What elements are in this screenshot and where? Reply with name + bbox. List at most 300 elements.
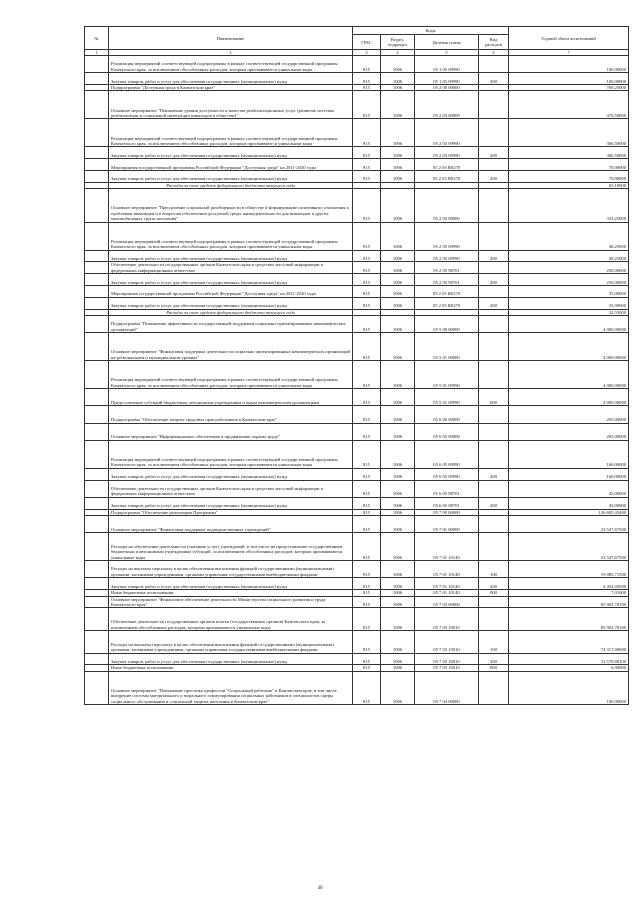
row-vr-cell: 100 [479,561,509,578]
row-razdel-cell: 1006 [381,91,415,119]
row-sum-cell: 160,00000 [509,468,629,480]
row-name-cell: Основное мероприятие "Повышение уровня доступности и качества реабилитационных услуг (развитие системы реабилитации и социальной интеграции инвалидов в обществе)" [109,91,353,119]
row-grbs-cell: 815 [353,608,381,631]
header-razdel: Раздел, подраздел [381,35,415,50]
row-razdel-cell: 1006 [381,250,415,262]
row-vr-cell: 100 [479,630,509,653]
row-name-cell: Закупка товаров, работ и услуг для обеспечения государственных (муниципальных) нужд [109,468,353,480]
row-sum-cell: 6,90000 [509,665,629,671]
row-razdel-cell: 1006 [381,509,415,515]
row-grbs-cell: 815 [353,262,381,274]
table-row [85,596,629,608]
row-vr-cell: 200 [479,73,509,85]
table-row [85,189,629,222]
row-name-cell: Реализация мероприятий соответствующей подпрограммы в рамках соответствующей государственной программы Камчатского края, за исключением обособленных расходов, которым присваиваются уникальные коды [109,222,353,250]
row-sum-cell: 70,00000 [509,170,629,182]
row-sum-cell: 4 000,00000 [509,389,629,406]
row-name-cell: Расходы на обеспечение деятельности (оказание услуг) учреждений, в том числе на предоставление государственным бюджетным и автономным учреждениям субсидий, за исключением обособленных расходов, которым присваиваются уникальные коды [109,533,353,561]
row-sum-cell: 205,00000 [509,423,629,440]
row-sum-cell: 4 000,00000 [509,333,629,361]
row-number-cell [85,480,109,497]
table-row [85,561,629,578]
table-row [85,262,629,274]
row-vr-cell: 200 [479,468,509,480]
table-row [85,170,629,182]
row-csr-cell: 05 6 05 09990 [415,440,479,468]
row-razdel-cell: 1006 [381,671,415,704]
row-vr-cell: 200 [479,578,509,590]
row-sum-cell: 23 547,67500 [509,533,629,561]
row-grbs-cell: 815 [353,630,381,653]
row-number-cell [85,533,109,561]
row-csr-cell: 05 7 04 00000 [415,671,479,704]
row-razdel-cell: 1006 [381,497,415,509]
table-row [85,497,629,509]
row-razdel-cell: 1006 [381,73,415,85]
page-number: 40 [317,886,323,891]
row-csr-cell: 05 2 05 09990 [415,250,479,262]
row-number-cell [85,315,109,332]
row-number-cell [85,170,109,182]
row-grbs-cell: 815 [353,423,381,440]
table-row [85,630,629,653]
table-row [85,91,629,119]
row-number-cell [85,671,109,704]
table-header-row [85,27,629,35]
row-number-cell [85,297,109,309]
row-csr-cell: 05 7 03 10010 [415,665,479,671]
row-number-cell [85,497,109,509]
row-csr-cell: 05 2 03 09990 [415,147,479,159]
row-razdel-cell: 1006 [381,653,415,665]
table-row [85,285,629,297]
row-name-cell: Расходы за счет средств федерального бюджета текущего года [109,182,353,188]
header-vr: Вид расходов [479,35,509,50]
col-number: 2 [109,50,353,56]
table-row [85,361,629,389]
row-grbs-cell: 815 [353,561,381,578]
row-razdel-cell: 1006 [381,222,415,250]
row-razdel-cell: 1006 [381,665,415,671]
row-name-cell: Обеспечение деятельности государственных органов власти (государственных органов) Камчатского края, за исключением обособленных расходов, которым присваиваются уникальные коды [109,608,353,631]
row-name-cell: Основное мероприятие "Финансовая поддержка подведомственных учреждений" [109,515,353,532]
row-name-cell: Подпрограмма "Обеспечение реализации Программы" [109,509,353,515]
row-csr-cell: 05 7 01 00000 [415,515,479,532]
row-csr-cell: 05 6 05 98701 [415,497,479,509]
table-row [85,653,629,665]
row-grbs-cell: 815 [353,91,381,119]
row-vr-cell: 800 [479,590,509,596]
row-grbs-cell: 815 [353,665,381,671]
row-sum-cell: 333,25000 [509,189,629,222]
row-grbs-cell: 815 [353,671,381,704]
col-number: 5 [415,50,479,56]
row-razdel-cell: 1006 [381,406,415,423]
row-csr-cell: 05 6 05 98701 [415,480,479,497]
row-name-cell: Реализация мероприятий соответствующей подпрограммы в рамках соответствующей государственной программы Камчатского края, за исключением обособленных расходов, которым присваиваются уникальные коды [109,440,353,468]
row-grbs-cell: 815 [353,250,381,262]
row-name-cell: Основное мероприятие "Финансовая поддержка деятельности социально ориентированных некоммерческих организаций на региональном и муниципальном уровнях" [109,333,353,361]
table-row [85,480,629,497]
row-sum-cell: 32,55000 [509,309,629,315]
row-csr-cell: 05 5 01 00000 [415,333,479,361]
row-grbs-cell: 815 [353,189,381,222]
row-grbs-cell: 815 [353,596,381,608]
row-csr-cell: 05 7 03 00000 [415,596,479,608]
row-vr-cell [479,671,509,704]
header-name: Наименование [109,27,353,50]
table-row [85,389,629,406]
row-csr-cell: 05 7 03 10010 [415,630,479,653]
row-grbs-cell: 815 [353,170,381,182]
row-name-cell: Закупка товаров, работ и услуг для обеспечения государственных (муниципальных) нужд [109,170,353,182]
row-vr-cell: 200 [479,170,509,182]
table-row [85,608,629,631]
table-row [85,468,629,480]
row-vr-cell [479,262,509,274]
row-csr-cell: 05 1 05 09990 [415,73,479,85]
row-csr-cell: 05 2 03 R0270 [415,159,479,171]
row-name-cell: Обеспечение деятельности государственных органов Камчатского края в средствах массовой информации и федеральных информационных агентствах [109,262,353,274]
row-grbs-cell: 815 [353,480,381,497]
row-number-cell [85,608,109,631]
row-grbs-cell: 815 [353,533,381,561]
row-name-cell: Иные бюджетные ассигнования [109,665,353,671]
row-vr-cell [479,406,509,423]
row-csr-cell: 05 7 03 10010 [415,653,479,665]
row-name-cell: Закупка товаров, работ и услуг для обеспечения государственных (муниципальных) нужд [109,250,353,262]
row-vr-cell [479,222,509,250]
row-csr-cell: 05 6 05 09990 [415,468,479,480]
row-grbs-cell: 815 [353,73,381,85]
row-sum-cell: 65,10000 [509,182,629,188]
row-sum-cell: 4 454,95000 [509,578,629,590]
row-razdel-cell: 1006 [381,297,415,309]
table-row [85,73,629,85]
row-name-cell: Расходы на выплаты персоналу в целях обеспечения выполнения функций государственными (муниципальными) органами, казенными учреждениями, органами управления государственными внебюджетными фондами [109,630,353,653]
row-vr-cell [479,440,509,468]
row-razdel-cell: 1006 [381,468,415,480]
row-razdel-cell: 1006 [381,361,415,389]
row-sum-cell: 4 000,00000 [509,315,629,332]
row-razdel-cell: 1006 [381,333,415,361]
row-csr-cell: 05 6 05 00000 [415,423,479,440]
row-number-cell [85,147,109,159]
row-number-cell [85,406,109,423]
row-number-cell [85,189,109,222]
row-name-cell: Обеспечение деятельности государственных органов Камчатского края в средствах массовой информации и федеральных информационных агентствах [109,480,353,497]
row-sum-cell: 74 317,00000 [509,630,629,653]
row-sum-cell: 70,00000 [509,159,629,171]
row-razdel-cell: 1006 [381,480,415,497]
row-number-cell [85,389,109,406]
row-number-cell [85,440,109,468]
table-row [85,250,629,262]
row-razdel-cell: 1006 [381,630,415,653]
row-vr-cell [479,56,509,73]
row-razdel-cell: 1006 [381,147,415,159]
row-grbs-cell: 815 [353,84,381,90]
row-number-cell [85,285,109,297]
row-name-cell: Основное мероприятие "Информационное обеспечение в продвижение охраны труда" [109,423,353,440]
row-number-cell [85,423,109,440]
table-row [85,440,629,468]
budget-table [84,26,629,705]
row-sum-cell: 48,25000 [509,222,629,250]
col-number: 3 [353,50,381,56]
row-sum-cell: 4 000,00000 [509,361,629,389]
row-sum-cell: 48,25000 [509,250,629,262]
row-vr-cell: 200 [479,497,509,509]
row-number-cell [85,561,109,578]
row-name-cell: Закупка товаров, работ и услуг для обеспечения государственных (муниципальных) нужд [109,497,353,509]
row-name-cell: Закупка товаров, работ и услуг для обеспечения государственных (муниципальных) нужд [109,274,353,286]
row-sum-cell: 45,00000 [509,480,629,497]
row-name-cell: Реализация мероприятий соответствующей подпрограммы в рамках соответствующей государственной программы Камчатского края, за исключением обособленных расходов, которым присваиваются уникальные коды [109,119,353,147]
row-name-cell: Подпрограмма "Повышение эффективности государственной поддержки социально-ориентированных некоммерческих организаций" [109,315,353,332]
row-sum-cell: 250,00000 [509,274,629,286]
row-vr-cell [479,119,509,147]
row-csr-cell: 05 2 05 R0270 [415,297,479,309]
row-sum-cell: 19 085,71500 [509,561,629,578]
table-row [85,159,629,171]
row-sum-cell: 45,00000 [509,497,629,509]
row-sum-cell: 100,00000 [509,671,629,704]
row-number-cell [85,630,109,653]
row-grbs-cell: 815 [353,509,381,515]
col-number: 1 [85,50,109,56]
row-number-cell [85,274,109,286]
row-grbs-cell: 815 [353,119,381,147]
row-name-cell: Реализация мероприятий соответствующей подпрограммы в рамках соответствующей государственной программы Камчатского края, за исключением обособленных расходов, которым присваиваются уникальные коды [109,56,353,73]
row-razdel-cell: 1006 [381,56,415,73]
row-grbs-cell: 815 [353,147,381,159]
row-number-cell [85,578,109,590]
row-grbs-cell: 815 [353,497,381,509]
row-razdel-cell: 1006 [381,84,415,90]
row-csr-cell: 05 2 03 00000 [415,91,479,119]
table-row [85,333,629,361]
row-sum-cell: 7,01000 [509,590,629,596]
row-sum-cell: 35,00000 [509,297,629,309]
row-razdel-cell: 1006 [381,315,415,332]
row-sum-cell: 100,00000 [509,73,629,85]
row-number-cell [85,361,109,389]
row-number-cell [85,333,109,361]
row-sum-cell: 366,50000 [509,119,629,147]
row-vr-cell [479,515,509,532]
row-razdel-cell: 1006 [381,262,415,274]
col-number: 4 [381,50,415,56]
header-codes: Коды [353,27,509,35]
row-csr-cell: 05 7 01 10140 [415,533,479,561]
row-vr-cell [479,159,509,171]
row-name-cell: Закупка товаров, работ и услуг для обеспечения государственных (муниципальных) нужд [109,653,353,665]
row-grbs-cell: 815 [353,515,381,532]
header-sum: Годовой объем ассигнований [509,27,629,50]
row-vr-cell: 200 [479,653,509,665]
row-name-cell: Подпрограмма "Обеспечение защиты трудовых прав работников в Камчатском крае" [109,406,353,423]
row-grbs-cell: 815 [353,440,381,468]
row-name-cell: Основное мероприятие "Повышение престижа профессии "Социальный работник" в Камчатском крае, в том числе внедрение системы материального и морального стимулирования социальных работников и специалистов сферы социального обслуживания и социальной защиты населения в Камчатском крае" [109,671,353,704]
row-razdel-cell: 1006 [381,440,415,468]
row-name-cell: Закупка товаров, работ и услуг для обеспечения государственных (муниципальных) нужд [109,147,353,159]
table-row [85,315,629,332]
row-csr-cell: 05 5 01 09990 [415,361,479,389]
row-grbs-cell: 815 [353,56,381,73]
row-csr-cell: 05 6 00 00000 [415,406,479,423]
header-num: № [85,27,109,50]
row-grbs-cell: 815 [353,578,381,590]
row-number-cell [85,596,109,608]
row-grbs-cell: 815 [353,297,381,309]
row-vr-cell: 800 [479,665,509,671]
row-vr-cell [479,608,509,631]
row-razdel-cell: 1006 [381,561,415,578]
table-row [85,578,629,590]
row-vr-cell: 200 [479,297,509,309]
row-csr-cell: 05 7 01 10140 [415,590,479,596]
row-number-cell [85,119,109,147]
row-grbs-cell: 815 [353,389,381,406]
row-razdel-cell: 1006 [381,423,415,440]
row-sum-cell: 250,00000 [509,262,629,274]
row-sum-cell: 23 547,67500 [509,515,629,532]
row-grbs-cell: 815 [353,361,381,389]
table-row [85,533,629,561]
row-grbs-cell: 815 [353,285,381,297]
row-grbs-cell: 815 [353,159,381,171]
row-name-cell: Реализация мероприятий соответствующей подпрограммы в рамках соответствующей государственной программы Камчатского края, за исключением обособленных расходов, которым присваиваются уникальные коды [109,361,353,389]
row-grbs-cell: 815 [353,406,381,423]
row-sum-cell: 85 903,78100 [509,608,629,631]
row-vr-cell [479,285,509,297]
row-sum-cell: 769,25000 [509,84,629,90]
row-razdel-cell: 1006 [381,170,415,182]
row-grbs-cell: 815 [353,333,381,361]
row-sum-cell: 366,50000 [509,147,629,159]
row-csr-cell: 05 1 05 09990 [415,56,479,73]
row-csr-cell: 05 5 01 09990 [415,389,479,406]
header-csr: Целевая статья [415,35,479,50]
row-razdel-cell: 1006 [381,189,415,222]
row-name-cell: Предоставление субсидий бюджетным, автономным учреждениям и иным некоммерческим организациям [109,389,353,406]
table-row [85,406,629,423]
row-vr-cell [479,596,509,608]
row-number-cell [85,222,109,250]
row-sum-cell: 476,50000 [509,91,629,119]
row-grbs-cell: 815 [353,315,381,332]
row-grbs-cell: 815 [353,590,381,596]
row-number-cell [85,73,109,85]
row-number-cell [85,159,109,171]
table-row [85,222,629,250]
row-csr-cell: 05 2 05 98701 [415,262,479,274]
row-razdel-cell: 1006 [381,159,415,171]
row-grbs-cell: 815 [353,653,381,665]
row-number-cell [85,515,109,532]
row-vr-cell [479,423,509,440]
row-vr-cell [479,315,509,332]
row-csr-cell: 05 7 01 10140 [415,561,479,578]
col-number: 7 [509,50,629,56]
row-csr-cell: 05 7 00 00000 [415,509,479,515]
row-name-cell: Основное мероприятие "Преодоление социальной разобщенности в обществе и формирование позитивного отношения к проблемам инвалидов и к вопросам обеспечения доступной среды жизнедеятельности для инвалидов и других маломобильных групп населения" [109,189,353,222]
row-name-cell: Закупка товаров, работ и услуг для обеспечения государственных (муниципальных) нужд [109,73,353,85]
row-sum-cell: 11 579,88100 [509,653,629,665]
row-razdel-cell: 1006 [381,533,415,561]
table-row [85,147,629,159]
row-grbs-cell: 815 [353,468,381,480]
row-number-cell [85,250,109,262]
row-number-cell [85,262,109,274]
row-vr-cell [479,333,509,361]
col-number: 6 [479,50,509,56]
row-name-cell: Иные бюджетные ассигнования [109,590,353,596]
row-razdel-cell: 1006 [381,515,415,532]
row-name-cell: Расходы за счет средств федерального бюджета текущего года [109,309,353,315]
row-razdel-cell: 1006 [381,389,415,406]
row-number-cell [85,91,109,119]
table-row [85,297,629,309]
row-razdel-cell: 1006 [381,590,415,596]
table-row [85,274,629,286]
row-vr-cell: 600 [479,389,509,406]
row-razdel-cell: 1006 [381,608,415,631]
row-vr-cell [479,361,509,389]
row-vr-cell: 200 [479,147,509,159]
row-csr-cell: 05 2 00 00000 [415,84,479,90]
row-vr-cell [479,189,509,222]
row-csr-cell: 05 5 00 00000 [415,315,479,332]
table-row [85,671,629,704]
table-row [85,119,629,147]
row-vr-cell [479,91,509,119]
row-name-cell: Основное мероприятие "Финансовое обеспечение деятельности Министерства социального развития и труда Камчатского края" [109,596,353,608]
row-razdel-cell: 1006 [381,119,415,147]
row-name-cell: Расходы на выплаты персоналу в целях обеспечения выполнения функций государственными (муниципальными) органами, казенными учреждениями, органами управления государственными внебюджетными фондами [109,561,353,578]
row-csr-cell: 05 2 05 98701 [415,274,479,286]
row-csr-cell: 05 2 05 R0270 [415,285,479,297]
row-csr-cell: 05 7 01 10140 [415,578,479,590]
row-vr-cell: 200 [479,250,509,262]
row-razdel-cell: 1006 [381,285,415,297]
row-razdel-cell: 1006 [381,596,415,608]
row-number-cell [85,56,109,73]
row-razdel-cell: 1006 [381,578,415,590]
row-sum-cell: 205,00000 [509,406,629,423]
row-razdel-cell: 1006 [381,274,415,286]
row-csr-cell: 05 2 03 09990 [415,119,479,147]
row-csr-cell: 05 2 03 R0270 [415,170,479,182]
row-name-cell: Закупка товаров, работ и услуг для обеспечения государственных (муниципальных) нужд [109,578,353,590]
row-name-cell: Мероприятия государственной программы Российской Федерации "Доступная среда" на 2011-2020 годы [109,285,353,297]
row-vr-cell [479,533,509,561]
row-sum-cell: 160,00000 [509,440,629,468]
table-row [85,423,629,440]
row-name-cell: Закупка товаров, работ и услуг для обеспечения государственных (муниципальных) нужд [109,297,353,309]
row-grbs-cell: 815 [353,222,381,250]
row-number-cell [85,468,109,480]
table-row [85,515,629,532]
table-row [85,56,629,73]
row-sum-cell: 126 605,45400 [509,509,629,515]
row-csr-cell: 05 2 05 09990 [415,222,479,250]
row-grbs-cell: 815 [353,274,381,286]
row-csr-cell: 05 2 05 00000 [415,189,479,222]
row-vr-cell [479,480,509,497]
row-number-cell [85,653,109,665]
